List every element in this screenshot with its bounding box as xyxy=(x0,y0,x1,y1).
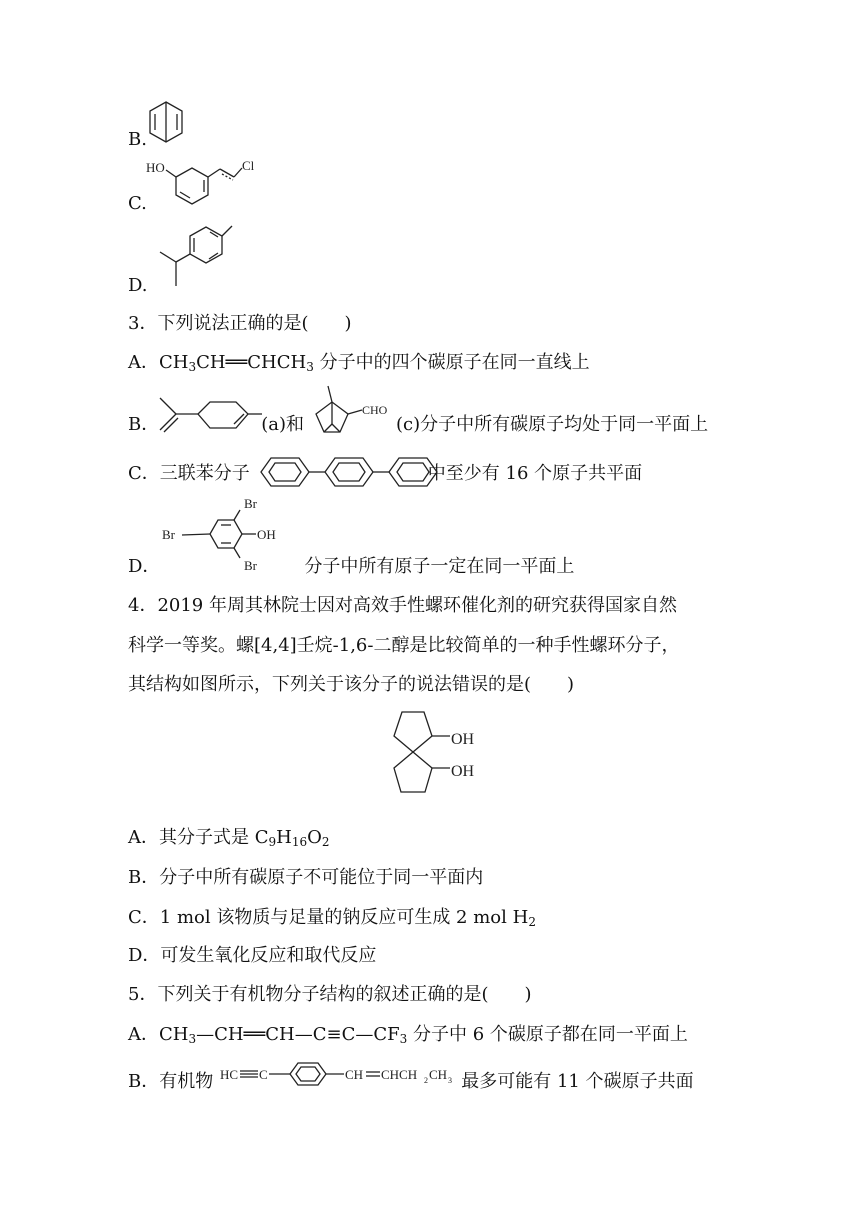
br-bottom-label: Br xyxy=(244,558,257,573)
ch-label: CH xyxy=(345,1067,364,1082)
q4-stem-line3: 其结构如图所示，下列关于该分子的说法错误的是( ) xyxy=(128,674,575,695)
br-left-label: Br xyxy=(162,527,175,542)
q3-option-a: A．$CH_3CH══CHCH_3$ 分子中的四个碳原子在同一直线上 xyxy=(128,352,590,374)
hydroxyphenyl-chlorovinyl-structure xyxy=(146,154,266,218)
c-label: C xyxy=(259,1067,268,1082)
q4-option-b: B．分子中所有碳原子不可能位于同一平面内 xyxy=(128,867,484,888)
bicyclic-diene-structure xyxy=(146,100,186,146)
phenyl-ethynyl-butenyl-structure xyxy=(220,1060,470,1092)
q3-option-d: D． 分子中所有原子一定在同一平面上 xyxy=(128,556,575,577)
q4-stem-line1: 4．2019 年周其林院士因对高效手性螺环催化剂的研究获得国家自然 xyxy=(128,595,677,616)
sub2-label: 2 xyxy=(424,1076,428,1085)
q3-stem: 3．下列说法正确的是( ) xyxy=(128,313,352,334)
sub3-label: 3 xyxy=(448,1076,452,1085)
bicyclic-aldehyde-structure-c xyxy=(312,384,388,440)
q3-option-b: B． (a)和 (c)分子中所有碳原子均处于同一平面上 xyxy=(128,414,709,435)
hc-label: HC xyxy=(220,1067,239,1082)
ho-label: HO xyxy=(146,160,165,175)
terphenyl-structure xyxy=(259,454,443,490)
q5-option-a: A．$CH_3—CH══CH—C\equiv C—CF_3$ 分子中 6 个碳原子都在同一平面上 xyxy=(128,1024,688,1046)
q5-option-b: B．有机物 最多可能有 11 个碳原子共面 xyxy=(128,1071,694,1092)
q2-option-b-label: B. xyxy=(128,129,147,150)
oh-upper-label: OH xyxy=(451,731,475,748)
tribromophenol-structure xyxy=(160,494,310,576)
q4-stem-line2: 科学一等奖。螺[4,4]壬烷-1,6-二醇是比较简单的一种手性螺环分子， xyxy=(128,635,680,656)
p-cymene-structure xyxy=(150,222,240,294)
q5-stem: 5．下列关于有机物分子结构的叙述正确的是( ) xyxy=(128,984,532,1005)
oh-lower-label: OH xyxy=(451,763,475,780)
chch2-label: CHCH xyxy=(381,1067,418,1082)
q4-option-a: A．其分子式是 $C_9H_{16}O_2$ xyxy=(128,827,330,849)
limonene-structure-a xyxy=(158,394,268,438)
oh-label: OH xyxy=(257,527,276,542)
br-top-label: Br xyxy=(244,496,257,511)
spiro-nonane-diol-structure xyxy=(378,706,498,810)
q2-option-d-label: D. xyxy=(128,275,148,296)
cho-label: CHO xyxy=(362,403,388,417)
ch3-label: CH xyxy=(429,1067,448,1082)
q4-option-c: C．1 mol 该物质与足量的钠反应可生成 2 mol $H_2$ xyxy=(128,907,536,929)
q3-option-c: C．三联苯分子 中至少有 16 个原子共平面 xyxy=(128,463,643,484)
q2-option-c-label: C. xyxy=(128,193,147,214)
q4-option-d: D．可发生氧化反应和取代反应 xyxy=(128,945,377,966)
cl-label: Cl xyxy=(242,158,255,173)
